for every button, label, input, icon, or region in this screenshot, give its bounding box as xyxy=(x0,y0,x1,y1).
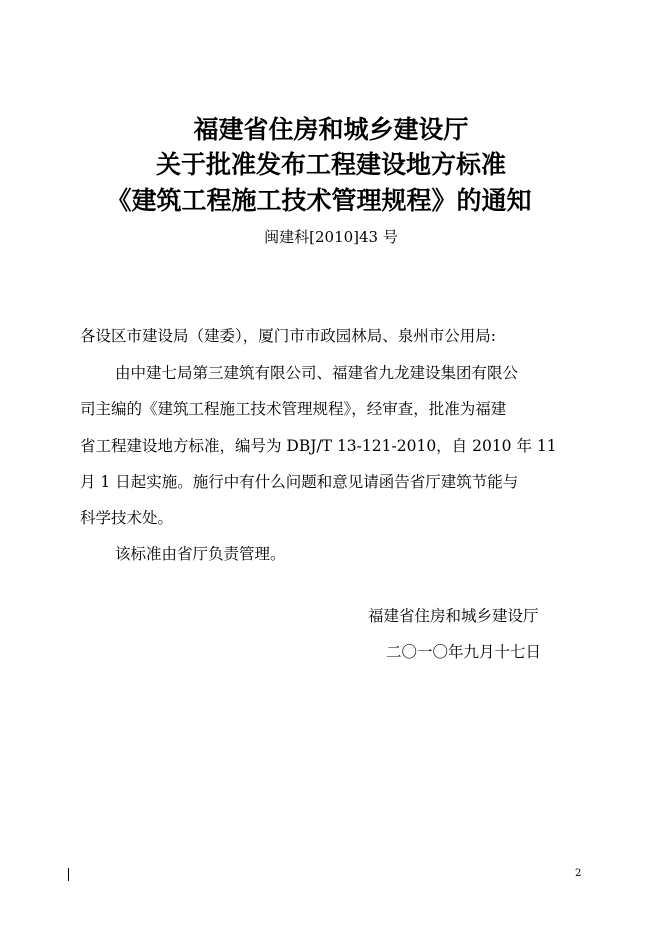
document-number: 闽建科[2010]43 号 xyxy=(264,228,398,246)
notice-title-line-1: 福建省住房和城乡建设厅 xyxy=(193,115,469,144)
paragraph-1-line-2: 司主编的《建筑工程施工技术管理规程》，经审查，批准为福建 xyxy=(80,400,507,418)
margin-mark xyxy=(68,868,69,881)
paragraph-1-line-1: 由中建七局第三建筑有限公司、福建省九龙建设集团有限公 xyxy=(115,364,519,382)
signature-organization: 福建省住房和城乡建设厅 xyxy=(368,607,539,625)
paragraph-1-line-4: 月 1 日起实施。施行中有什么问题和意见请函告省厅建筑节能与 xyxy=(80,473,519,491)
paragraph-2-line-1: 该标准由省厅负责管理。 xyxy=(115,545,286,563)
notice-title-line-3: 《建筑工程施工技术管理规程》的通知 xyxy=(106,186,532,215)
signature-date: 二〇一〇年九月十七日 xyxy=(386,643,542,661)
paragraph-1-line-3: 省工程建设地方标准，编号为 DBJ/T 13-121-2010，自 2010 年 11 xyxy=(80,437,557,455)
notice-title-line-2: 关于批准发布工程建设地方标准 xyxy=(155,150,506,179)
page-number: 2 xyxy=(575,868,582,879)
paragraph-1-line-5: 科学技术处。 xyxy=(80,509,174,527)
salutation: 各设区市建设局（建委），厦门市市政园林局、泉州市公用局: xyxy=(80,327,496,345)
